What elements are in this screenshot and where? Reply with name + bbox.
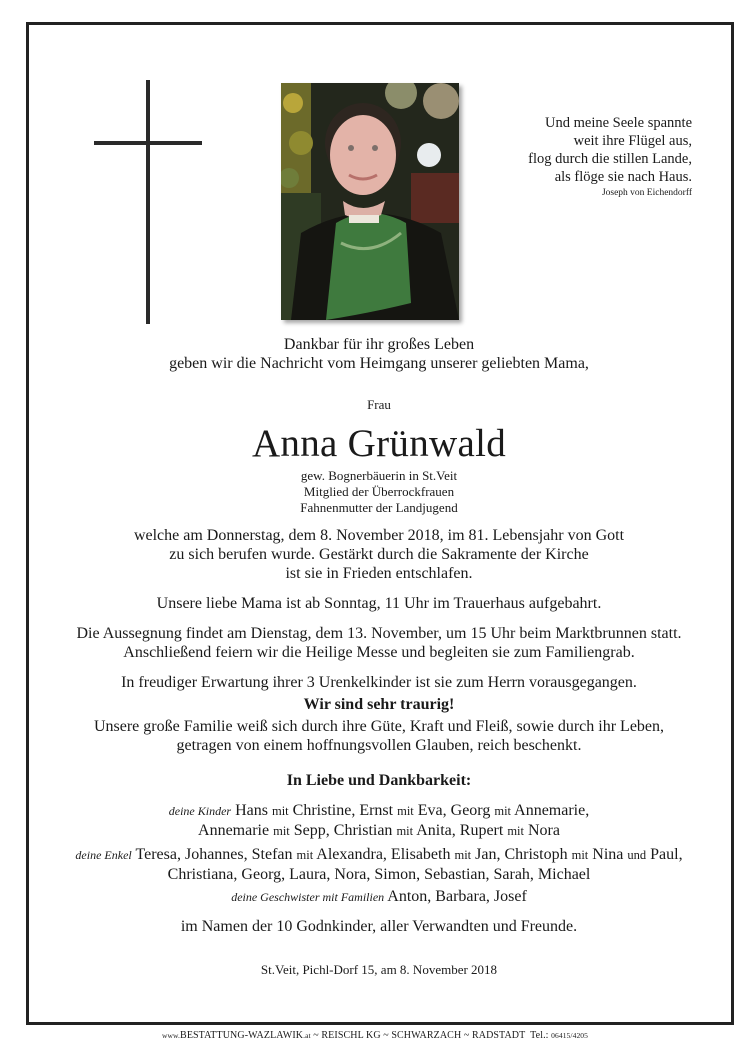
names-text: Sepp, Christian: [289, 822, 397, 839]
names-text: Annemarie,: [511, 802, 590, 819]
grandchildren-line-1: [28, 845, 730, 865]
footer-company: ~ REISCHL KG ~ SCHWARZACH ~ RADSTADT Tel.:: [310, 1030, 552, 1041]
poem-quote: [528, 114, 692, 200]
text-line: Unsere große Familie weiß sich durch ihre Güte, Kraft und Fleiß, sowie durch ihr Leben,: [93, 718, 665, 735]
footer-phone: 06415/4205: [551, 1031, 588, 1040]
children-names: [235, 802, 589, 819]
intro-text: [28, 335, 730, 373]
closing-text: im Namen der 10 Godnkinder, aller Verwandten und Freunde.: [180, 918, 578, 935]
connector-word: mit: [571, 848, 589, 862]
poem-line: Und meine Seele spannte: [545, 115, 692, 131]
poem-author: Joseph von Eichendorff: [601, 188, 692, 198]
connector-word: mit: [397, 804, 414, 818]
cross-horizontal-bar: [94, 141, 202, 145]
grandchildren-label: deine Enkel: [75, 848, 132, 862]
sad-heading: Wir sind sehr traurig!: [303, 696, 455, 713]
text-line: ist sie in Frieden entschlafen.: [285, 565, 473, 582]
family-text: [28, 717, 730, 755]
funeral-home-footer: [0, 1030, 750, 1041]
footer-domain: BESTATTUNG-WAZLAWIK: [180, 1030, 304, 1041]
connector-word: mit: [507, 824, 524, 838]
children-line-1: [28, 801, 730, 821]
children-label: deine Kinder: [168, 804, 232, 818]
grandchildren-list: [28, 845, 730, 884]
names-text: Anita, Rupert: [413, 822, 508, 839]
intro-line: Dankbar für ihr großes Leben: [283, 336, 475, 353]
deceased-titles: [28, 468, 730, 516]
names-text: Eva, Georg: [413, 802, 495, 819]
title-line: Mitglied der Überrockfrauen: [303, 484, 455, 499]
connector-word: und: [627, 848, 647, 862]
text-line: welche am Donnerstag, dem 8. November 2018, im 81. Lebensjahr von Gott: [133, 527, 625, 544]
portrait-illustration: [281, 83, 459, 320]
children-list: [28, 801, 730, 841]
names-text: Christine, Ernst: [288, 802, 398, 819]
title-line: Fahnenmutter der Landjugend: [300, 500, 458, 515]
death-announcement: [28, 526, 730, 583]
deceased-name: Anna Grünwald: [251, 422, 507, 465]
names-text: Hans: [235, 802, 272, 819]
connector-word: mit: [454, 848, 472, 862]
names-text: Annemarie: [198, 822, 274, 839]
names-text: Paul,: [646, 846, 683, 863]
salutation: Frau: [367, 397, 391, 412]
intro-line: geben wir die Nachricht vom Heimgang unserer geliebten Mama,: [169, 355, 589, 372]
children-line-2: [28, 821, 730, 841]
expectation-text: In freudiger Erwartung ihrer 3 Urenkelkinder ist sie zum Herrn vorausgegangen.: [121, 674, 637, 691]
funeral-info: [28, 624, 730, 662]
footer-tld: .at: [303, 1031, 311, 1040]
text-line: Die Aussegnung findet am Dienstag, dem 13. November, um 15 Uhr beim Marktbrunnen statt.: [76, 625, 682, 642]
connector-word: mit: [494, 804, 512, 818]
viewing-info: Unsere liebe Mama ist ab Sonntag, 11 Uhr im Trauerhaus aufgebahrt.: [156, 595, 602, 612]
place-date: St.Veit, Pichl-Dorf 15, am 8. November 2018: [260, 962, 498, 977]
mourners-heading: In Liebe und Dankbarkeit:: [286, 772, 472, 789]
poem-line: flog durch die stillen Lande,: [528, 151, 692, 167]
poem-line: weit ihre Flügel aus,: [573, 133, 692, 149]
names-text: Nora: [524, 822, 560, 839]
grandchildren-line-2: Christiana, Georg, Laura, Nora, Simon, Sebastian, Sarah, Michael: [167, 866, 591, 883]
connector-word: mit: [396, 824, 414, 838]
text-line: Anschließend feiern wir die Heilige Messe und begleiten sie zum Familiengrab.: [123, 644, 635, 661]
title-line: gew. Bognerbäuerin in St.Veit: [300, 468, 458, 483]
names-text: Teresa, Johannes, Stefan: [135, 846, 297, 863]
grandchildren-names: [135, 846, 682, 863]
text-line: zu sich berufen wurde. Gestärkt durch die Sakramente der Kirche: [169, 546, 589, 563]
names-text: Jan, Christoph: [471, 846, 572, 863]
siblings-line: [28, 887, 730, 907]
connector-word: mit: [296, 848, 314, 862]
footer-www: www.: [162, 1031, 181, 1040]
connector-word: mit: [271, 804, 289, 818]
text-line: getragen von einem hoffnungsvollen Glauben, reich beschenkt.: [176, 737, 582, 754]
cross-vertical-bar: [146, 80, 150, 324]
names-text: Nina: [588, 846, 628, 863]
portrait-photo: [281, 83, 459, 320]
names-text: Alexandra, Elisabeth: [313, 846, 455, 863]
siblings-label: deine Geschwister mit Familien: [231, 890, 385, 904]
connector-word: mit: [273, 824, 290, 838]
poem-line: als flöge sie nach Haus.: [554, 169, 692, 185]
siblings-names: Anton, Barbara, Josef: [387, 888, 527, 905]
